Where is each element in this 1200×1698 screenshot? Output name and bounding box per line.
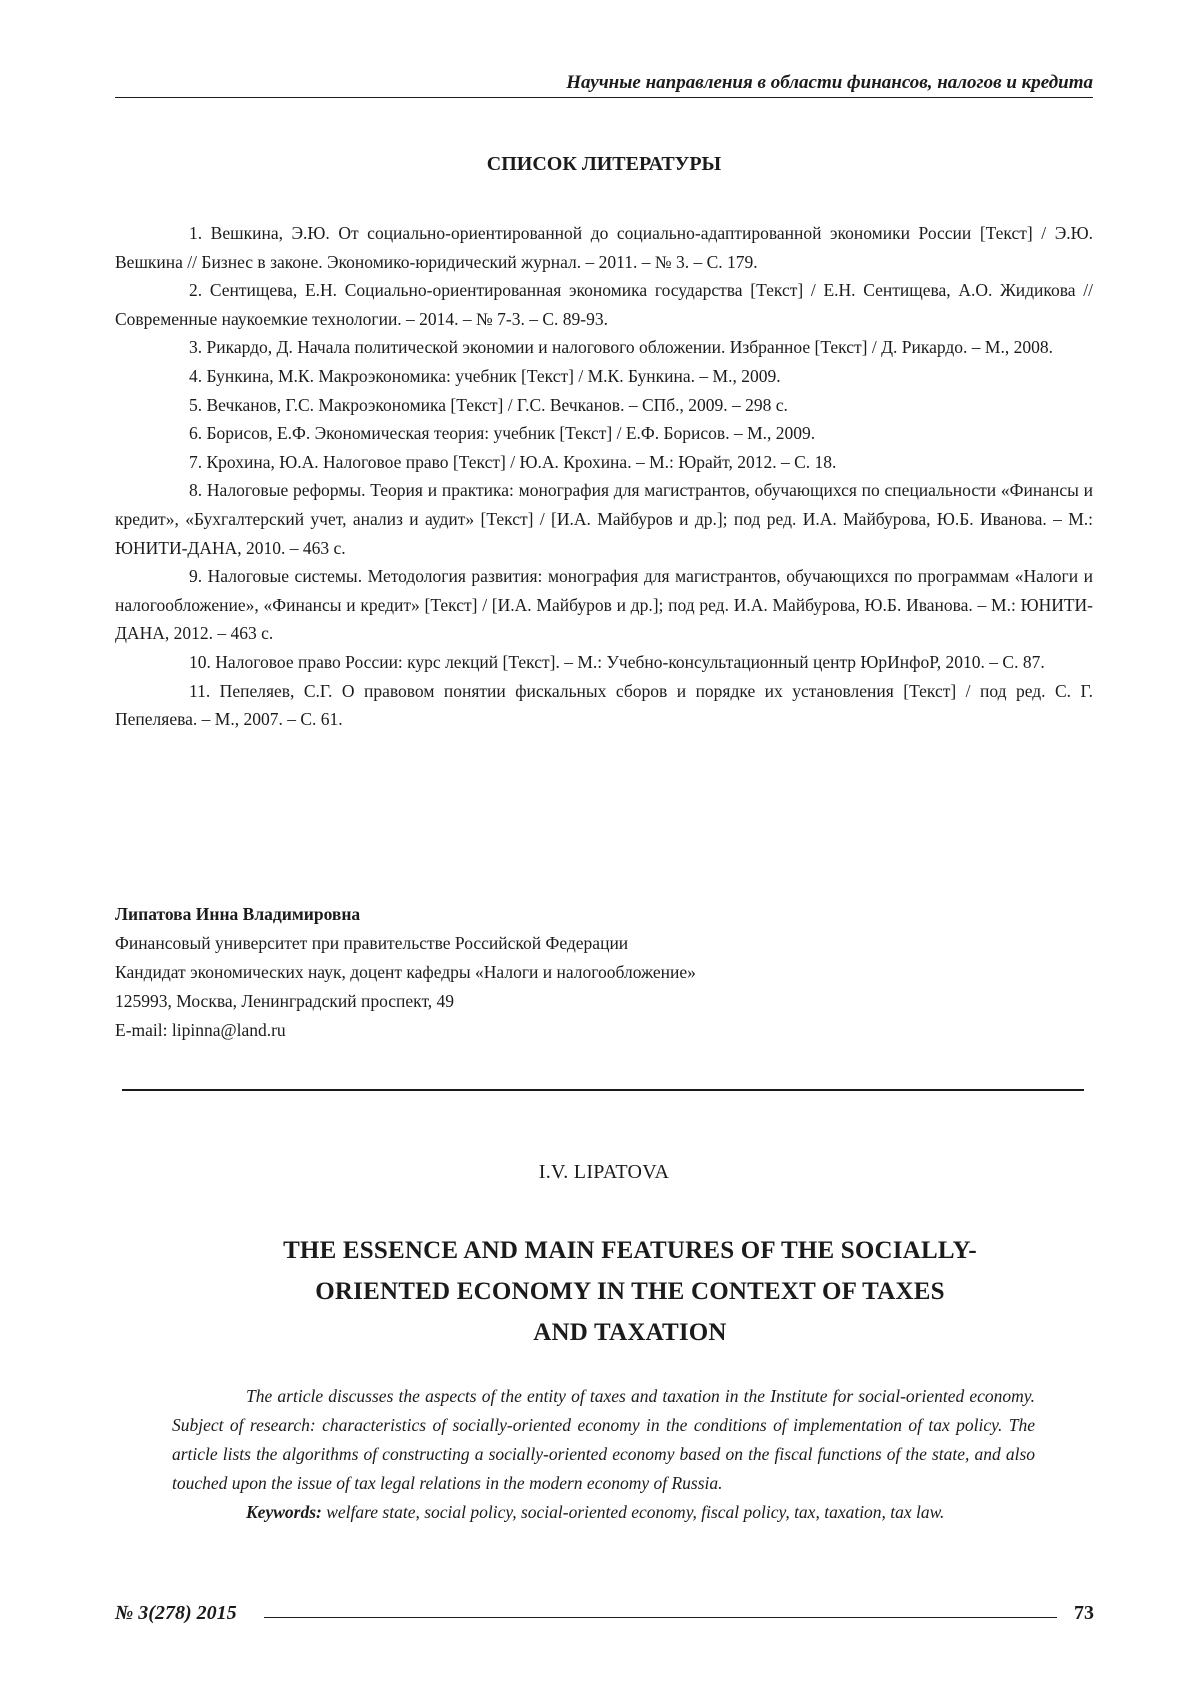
reference-item: 9. Налоговые системы. Методология развития: монография для магистрантов, обучающихся по программам «Налоги и налогообложение», «Финансы и кредит» [Текст] / [И.А. Майбуров и др.]; под ред. И.А. Майбурова, Ю.Б. Иванова. – М.: ЮНИТИ-ДАНА, 2012. – 463 с. <box>115 562 1093 648</box>
reference-item: 10. Налоговое право России: курс лекций [Текст]. – М.: Учебно-консультационный центр ЮрИнфоР, 2010. – С. 87. <box>115 648 1093 677</box>
author-address: 125993, Москва, Ленинградский проспект, 49 <box>115 987 1093 1016</box>
reference-item: 3. Рикардо, Д. Начала политической экономии и налогового обложении. Избранное [Текст] / Д. Рикардо. – М., 2008. <box>115 333 1093 362</box>
english-title <box>230 1230 1030 1353</box>
keywords-label: Keywords: <box>246 1502 322 1522</box>
reference-item: 2. Сентищева, Е.Н. Социально-ориентированная экономика государства [Текст] / Е.Н. Сентищева, А.О. Жидикова // Современные наукоемкие технологии. – 2014. – № 7-3. – С. 89-93. <box>115 276 1093 333</box>
author-position: Кандидат экономических наук, доцент кафедры «Налоги и налогообложение» <box>115 958 1093 987</box>
reference-item: 1. Вешкина, Э.Ю. От социально-ориентированной до социально-адаптированной экономики России [Текст] / Э.Ю. Вешкина // Бизнес в законе. Экономико-юридический журнал. – 2011. – № 3. – С. 179. <box>115 219 1093 276</box>
keywords-paragraph <box>172 1498 1035 1527</box>
references-title: СПИСОК ЛИТЕРАТУРЫ <box>115 152 1093 176</box>
author-affiliation: Финансовый университет при правительстве Российской Федерации <box>115 929 1093 958</box>
keywords-text: welfare state, social policy, social-oriented economy, fiscal policy, tax, taxation, tax law. <box>326 1502 944 1522</box>
footer-rule <box>264 1617 1057 1618</box>
journal-page <box>0 0 1200 1698</box>
page-number: 73 <box>1064 1601 1094 1625</box>
author-email: E-mail: lipinna@land.ru <box>115 1016 1093 1045</box>
author-info <box>115 900 1093 1045</box>
english-title-line: AND TAXATION <box>230 1312 1030 1353</box>
reference-item: 5. Вечканов, Г.С. Макроэкономика [Текст] / Г.С. Вечканов. – СПб., 2009. – 298 с. <box>115 391 1093 420</box>
reference-item: 8. Налоговые реформы. Теория и практика: монография для магистрантов, обучающихся по специальности «Финансы и кредит», «Бухгалтерский учет, анализ и аудит» [Текст] / [И.А. Майбуров и др.]; под ред. И.А. Майбурова, Ю.Б. Иванова. – М.: ЮНИТИ-ДАНА, 2010. – 463 с. <box>115 476 1093 562</box>
header-rule <box>115 97 1093 98</box>
english-title-line: THE ESSENCE AND MAIN FEATURES OF THE SOCIALLY- <box>230 1230 1030 1271</box>
issue-number: № 3(278) 2015 <box>115 1601 237 1625</box>
reference-item: 4. Бункина, М.К. Макроэкономика: учебник [Текст] / М.К. Бункина. – М., 2009. <box>115 362 1093 391</box>
section-divider <box>122 1089 1084 1091</box>
english-author: I.V. LIPATOVA <box>115 1160 1093 1184</box>
abstract-text: The article discusses the aspects of the entity of taxes and taxation in the Institute for social-oriented economy. Subject of research: characteristics of socially-oriented economy in the conditions of implementation of tax policy. The article lists the algorithms of constructing a socially-oriented economy based on the fiscal functions of the state, and also touched upon the issue of tax legal relations in the modern economy of Russia. <box>172 1382 1035 1498</box>
reference-item: 7. Крохина, Ю.А. Налоговое право [Текст] / Ю.А. Крохина. – М.: Юрайт, 2012. – С. 18. <box>115 448 1093 477</box>
running-header: Научные направления в области финансов, налогов и кредита <box>115 72 1093 94</box>
reference-item: 11. Пепеляев, С.Г. О правовом понятии фискальных сборов и порядке их установления [Текст] / под ред. С. Г. Пепеляева. – М., 2007. – С. 61. <box>115 677 1093 734</box>
english-title-line: ORIENTED ECONOMY IN THE CONTEXT OF TAXES <box>230 1271 1030 1312</box>
references-list <box>115 219 1093 734</box>
english-abstract <box>172 1382 1035 1527</box>
reference-item: 6. Борисов, Е.Ф. Экономическая теория: учебник [Текст] / Е.Ф. Борисов. – М., 2009. <box>115 419 1093 448</box>
author-name: Липатова Инна Владимировна <box>115 900 1093 929</box>
